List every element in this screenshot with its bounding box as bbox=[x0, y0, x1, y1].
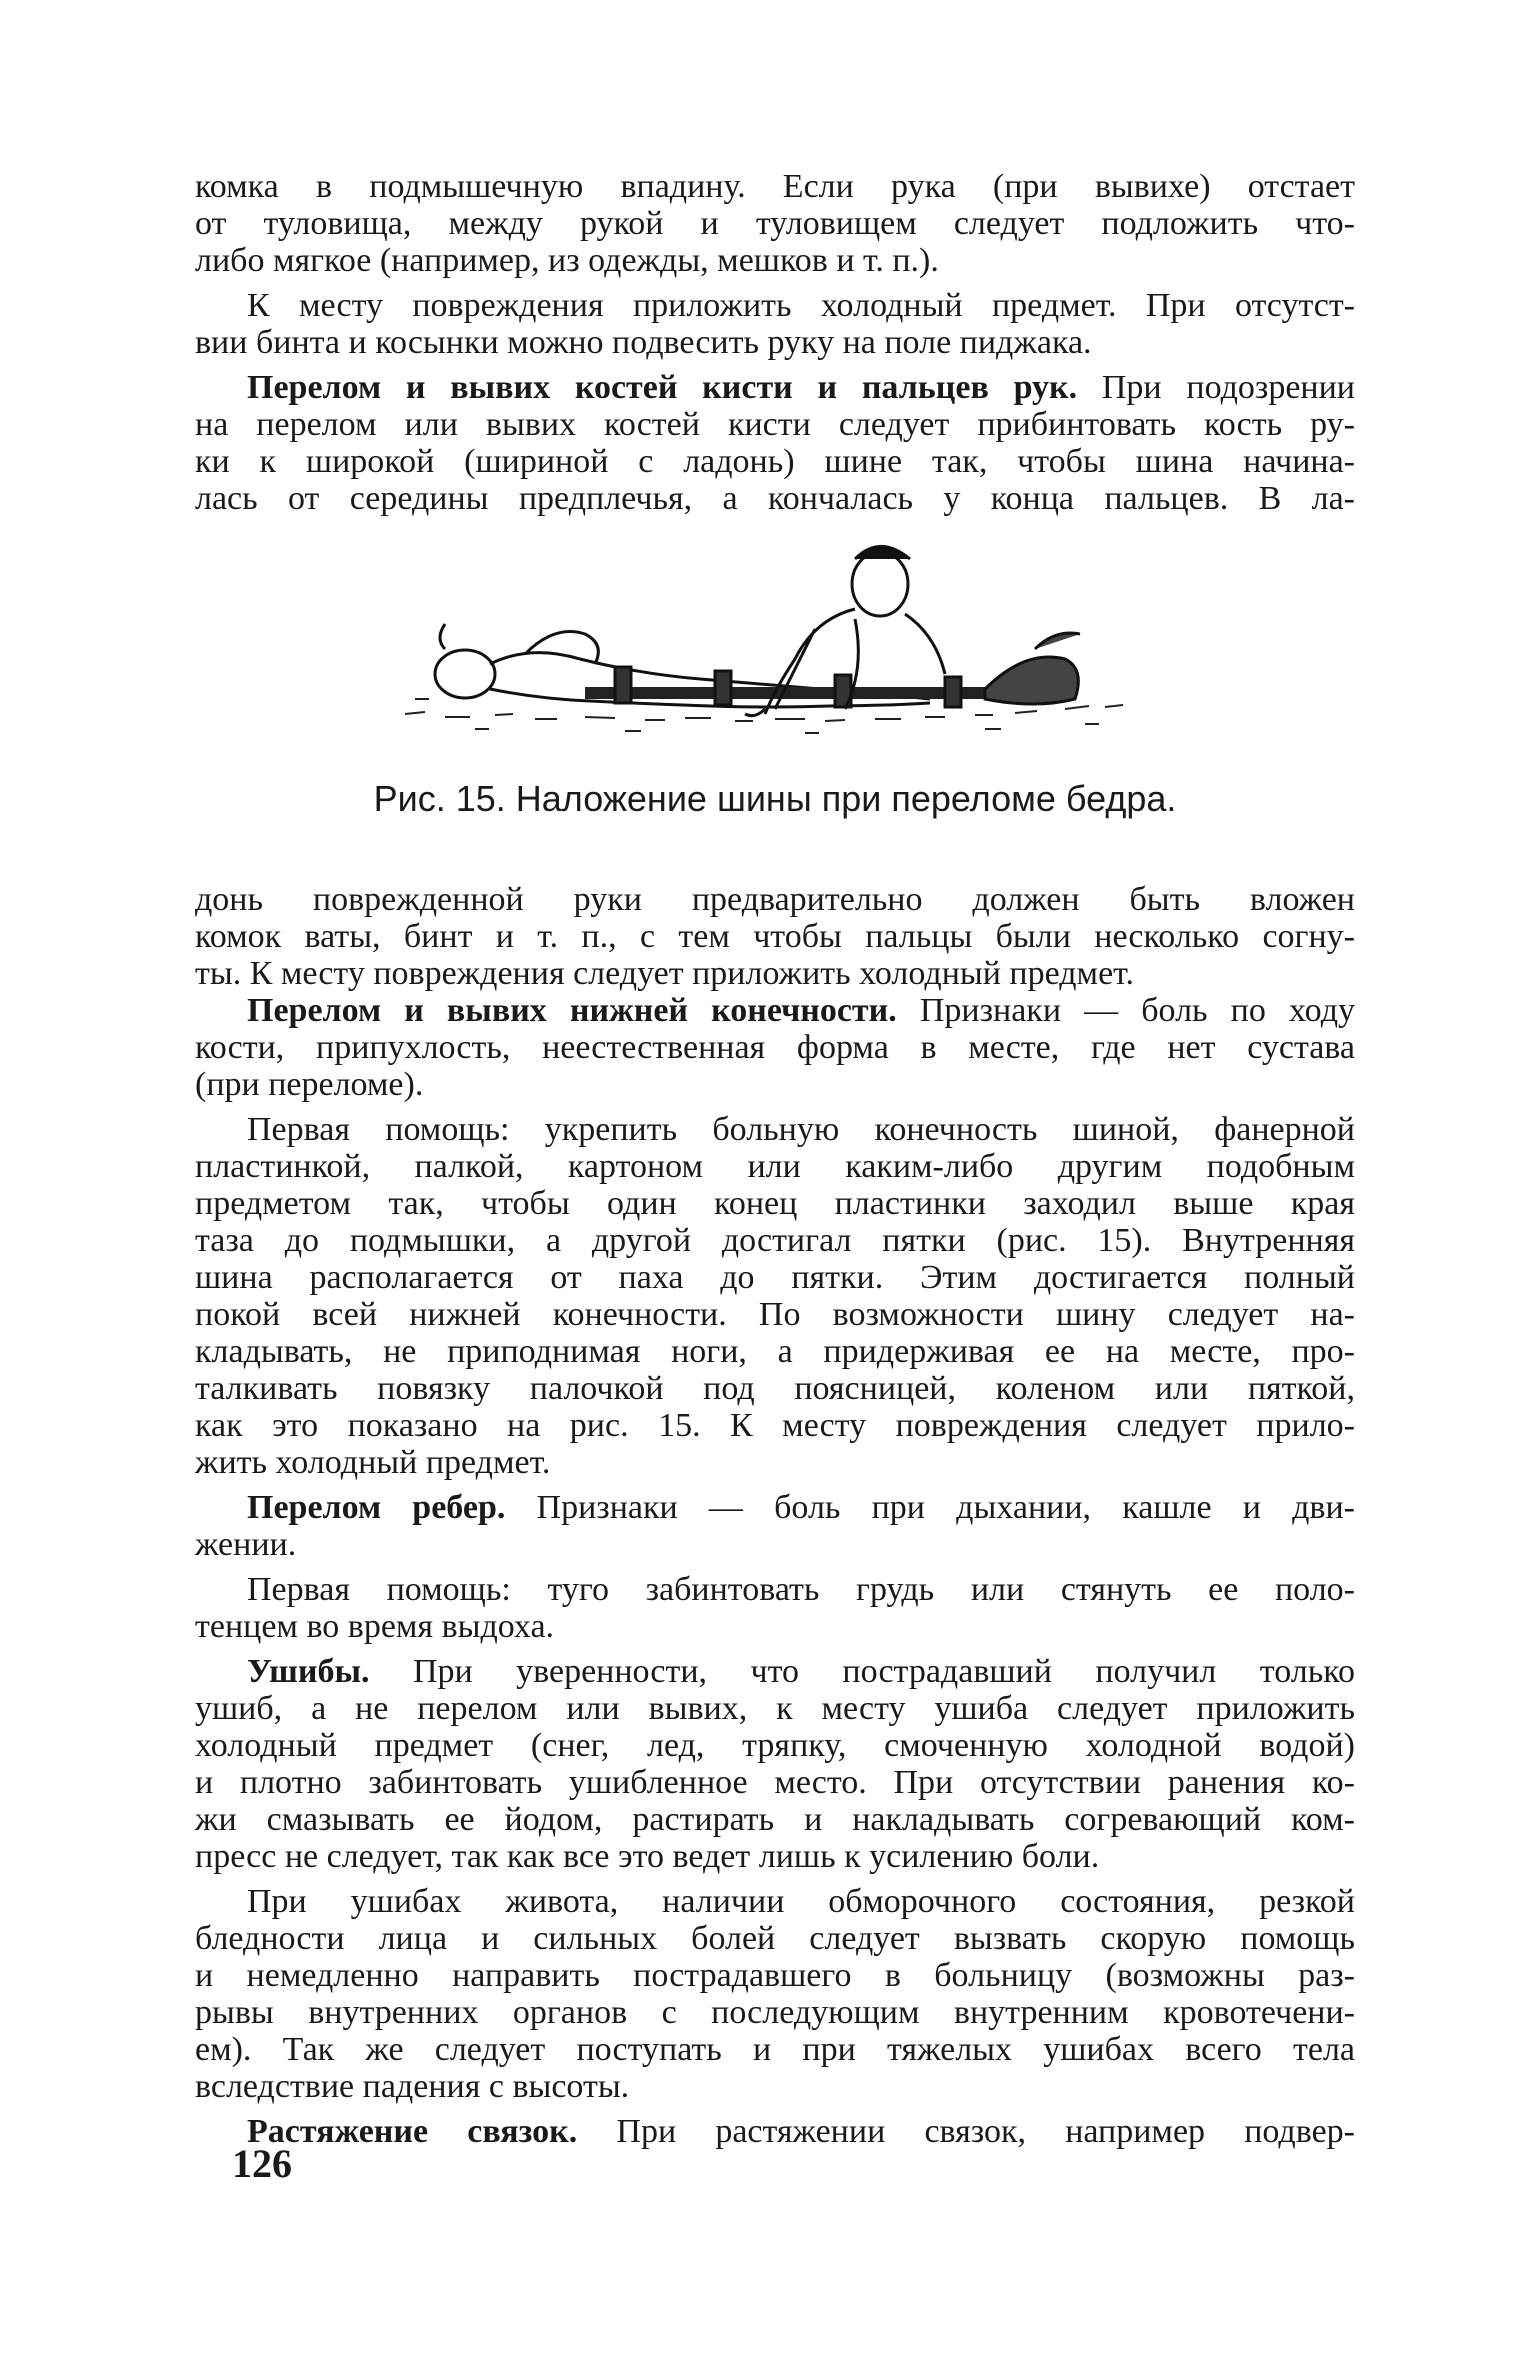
text-span: Признаки — боль по ходу bbox=[919, 992, 1355, 1029]
text-line: талкивать повязку палочкой под поясницей, коленом или пяткой, bbox=[195, 1370, 1355, 1407]
text-line: Первая помощь: туго забинтовать грудь или стянуть ее поло- bbox=[247, 1571, 1355, 1608]
text-line: донь поврежденной руки предварительно должен быть вложен bbox=[195, 881, 1355, 918]
paragraph-ribs bbox=[195, 1489, 1355, 1563]
page-body bbox=[195, 168, 1355, 2150]
text-line: либо мягкое (например, из одежды, мешков и т. п.). bbox=[195, 242, 939, 279]
text-line: жить холодный предмет. bbox=[195, 1444, 551, 1481]
text-line: комок ваты, бинт и т. п., с тем чтобы пальцы были несколько согну- bbox=[195, 918, 1355, 955]
text-line: лась от середины предплечья, а кончалась у конца пальцев. В ла- bbox=[195, 480, 1355, 517]
paragraph-bruises bbox=[195, 1653, 1355, 1875]
text-line: жи смазывать ее йодом, растирать и накладывать согревающий ком- bbox=[195, 1801, 1355, 1838]
text-line: пластинкой, палкой, картоном или каким-либо другим подобным bbox=[195, 1148, 1355, 1185]
text-line: Первая помощь: укрепить больную конечность шиной, фанерной bbox=[247, 1111, 1355, 1148]
text-line: шина располагается от паха до пятки. Этим достигается полный bbox=[195, 1259, 1355, 1296]
splint-illustration bbox=[385, 539, 1145, 739]
paragraph-hand-fracture bbox=[195, 369, 1355, 517]
text-line: вследствие падения с высоты. bbox=[195, 2068, 630, 2105]
text-line bbox=[195, 1489, 1355, 1526]
paragraph-abdominal bbox=[195, 1883, 1355, 2105]
text-line: от туловища, между рукой и туловищем следует подложить что- bbox=[195, 205, 1355, 242]
section-heading: Ушибы. bbox=[247, 1653, 370, 1690]
text-span: При подозрении bbox=[1101, 369, 1355, 406]
paragraph-1 bbox=[195, 168, 1355, 279]
figure-caption: Рис. 15. Наложение шины при переломе бедра. bbox=[373, 778, 1177, 819]
paragraph-lower-limb bbox=[195, 992, 1355, 1103]
text-line: комка в подмышечную впадину. Если рука (при вывихе) отстает bbox=[195, 168, 1355, 205]
text-line: покой всей нижней конечности. По возможности шину следует на- bbox=[195, 1296, 1355, 1333]
text-line: холодный предмет (снег, лед, тряпку, смоченную холодной водой) bbox=[195, 1727, 1355, 1764]
section-heading: Растяжение связок. bbox=[247, 2113, 578, 2150]
text-line: К месту повреждения приложить холодный предмет. При отсутст- bbox=[247, 287, 1355, 324]
text-line: ки к широкой (шириной с ладонь) шине так, чтобы шина начина- bbox=[195, 443, 1355, 480]
section-heading: Перелом и вывих костей кисти и пальцев рук. bbox=[247, 369, 1078, 406]
text-line bbox=[195, 369, 1355, 406]
text-line: (при переломе). bbox=[195, 1066, 424, 1103]
text-line: кости, припухлость, неестественная форма в месте, где нет сустава bbox=[195, 1029, 1355, 1066]
text-line: пресс не следует, так как все это ведет лишь к усилению боли. bbox=[195, 1838, 1100, 1875]
text-span: При растяжении связок, например подвер- bbox=[616, 2113, 1356, 2150]
text-line bbox=[195, 1653, 1355, 1690]
paragraph-sprain bbox=[195, 2113, 1355, 2150]
page-number: 126 bbox=[232, 2141, 292, 2186]
text-line: предметом так, чтобы один конец пластинки заходил выше края bbox=[195, 1185, 1355, 1222]
text-line: вии бинта и косынки можно подвесить руку на поле пиджака. bbox=[195, 324, 1092, 361]
text-line: жении. bbox=[195, 1526, 297, 1563]
text-line: ем). Так же следует поступать и при тяжелых ушибах всего тела bbox=[195, 2031, 1355, 2068]
text-line bbox=[195, 2113, 1355, 2150]
figure-15 bbox=[195, 539, 1355, 739]
text-span: Признаки — боль при дыхании, кашле и дви- bbox=[536, 1489, 1355, 1526]
text-span: При уверенности, что пострадавший получил только bbox=[412, 1653, 1356, 1690]
text-line: бледности лица и сильных болей следует вызвать скорую помощь bbox=[195, 1920, 1355, 1957]
section-heading: Перелом ребер. bbox=[247, 1489, 506, 1526]
text-line: При ушибах живота, наличии обморочного состояния, резкой bbox=[247, 1883, 1355, 1920]
paragraph-first-aid-limb bbox=[195, 1111, 1355, 1481]
text-line: кладывать, не приподнимая ноги, а придерживая ее на месте, про- bbox=[195, 1333, 1355, 1370]
text-line: на перелом или вывих костей кисти следует прибинтовать кость ру- bbox=[195, 406, 1355, 443]
section-heading: Перелом и вывих нижней конечности. bbox=[247, 992, 897, 1029]
text-line: таза до подмышки, а другой достигал пятки (рис. 15). Внутренняя bbox=[195, 1222, 1355, 1259]
text-line: и плотно забинтовать ушибленное место. При отсутствии ранения ко- bbox=[195, 1764, 1355, 1801]
text-line: ты. К месту повреждения следует приложить холодный предмет. bbox=[195, 955, 1134, 992]
paragraph-continued bbox=[195, 881, 1355, 992]
text-line: тенцем во время выдоха. bbox=[195, 1608, 555, 1645]
text-line: как это показано на рис. 15. К месту повреждения следует прило- bbox=[195, 1407, 1355, 1444]
text-line bbox=[195, 992, 1355, 1029]
text-line: ушиб, а не перелом или вывих, к месту ушиба следует приложить bbox=[195, 1690, 1355, 1727]
text-line: и немедленно направить пострадавшего в больницу (возможны раз- bbox=[195, 1957, 1355, 1994]
paragraph-first-aid-ribs bbox=[195, 1571, 1355, 1645]
paragraph-2 bbox=[195, 287, 1355, 361]
text-line: рывы внутренних органов с последующим внутренним кровотечени- bbox=[195, 1994, 1355, 2031]
